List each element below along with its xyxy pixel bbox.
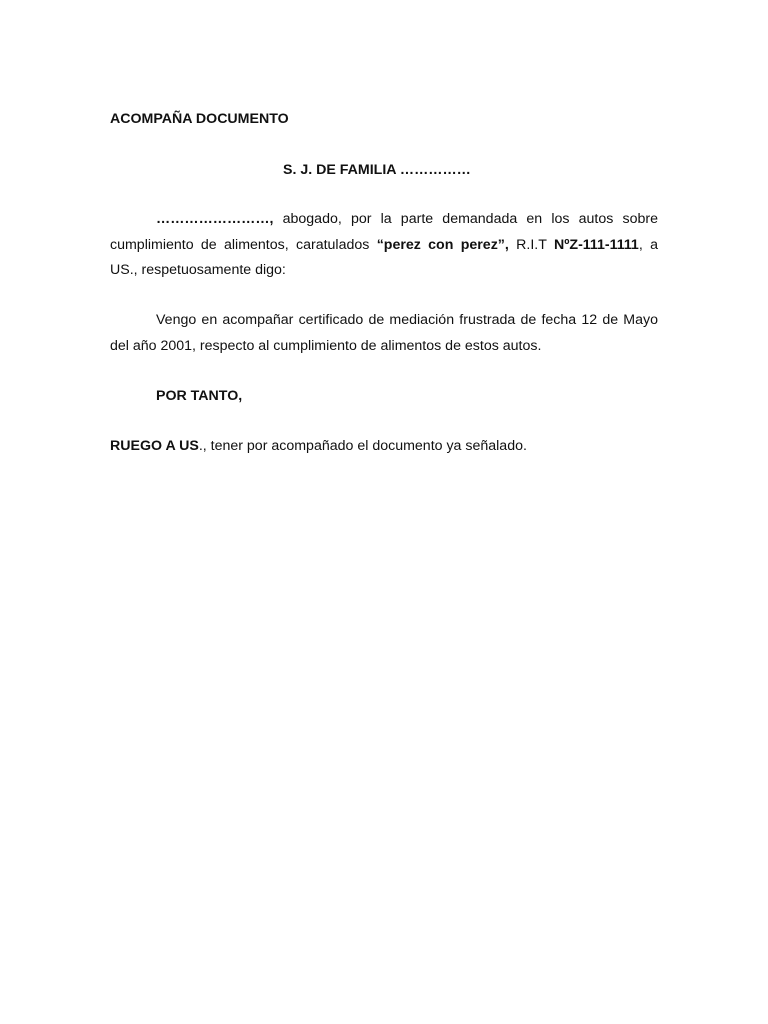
presentation-text-a: abogado, por la parte demandada en los autos sobre cumplimiento de alimentos, caratulados xyxy=(110,211,658,253)
case-caption: “perez con perez”, xyxy=(376,236,509,253)
presentation-text-c: , a US., respetuosamente digo: xyxy=(110,236,658,278)
request-text: Vengo en acompañar certificado de mediación frustrada de fecha 12 de Mayo del año 2001, respecto al cumplimiento de alimentos de estos autos. xyxy=(110,312,658,354)
paragraph-request xyxy=(110,308,658,359)
lawyer-name-blank: ……………………, xyxy=(156,211,274,227)
court-addressee: S. J. DE FAMILIA …………… xyxy=(283,162,471,178)
presentation-text-b: R.I.T xyxy=(508,236,554,253)
petitorio-rest: ., tener por acompañado el documento ya señalado. xyxy=(198,438,527,454)
document-sumilla: ACOMPAÑA DOCUMENTO xyxy=(110,111,289,127)
petitorio-lead: RUEGO A US xyxy=(110,438,199,454)
paragraph-presentation xyxy=(110,207,658,284)
rit-number: NºZ-111-1111 xyxy=(553,236,639,253)
petitorio xyxy=(110,438,527,454)
por-tanto-heading: POR TANTO, xyxy=(156,388,243,404)
